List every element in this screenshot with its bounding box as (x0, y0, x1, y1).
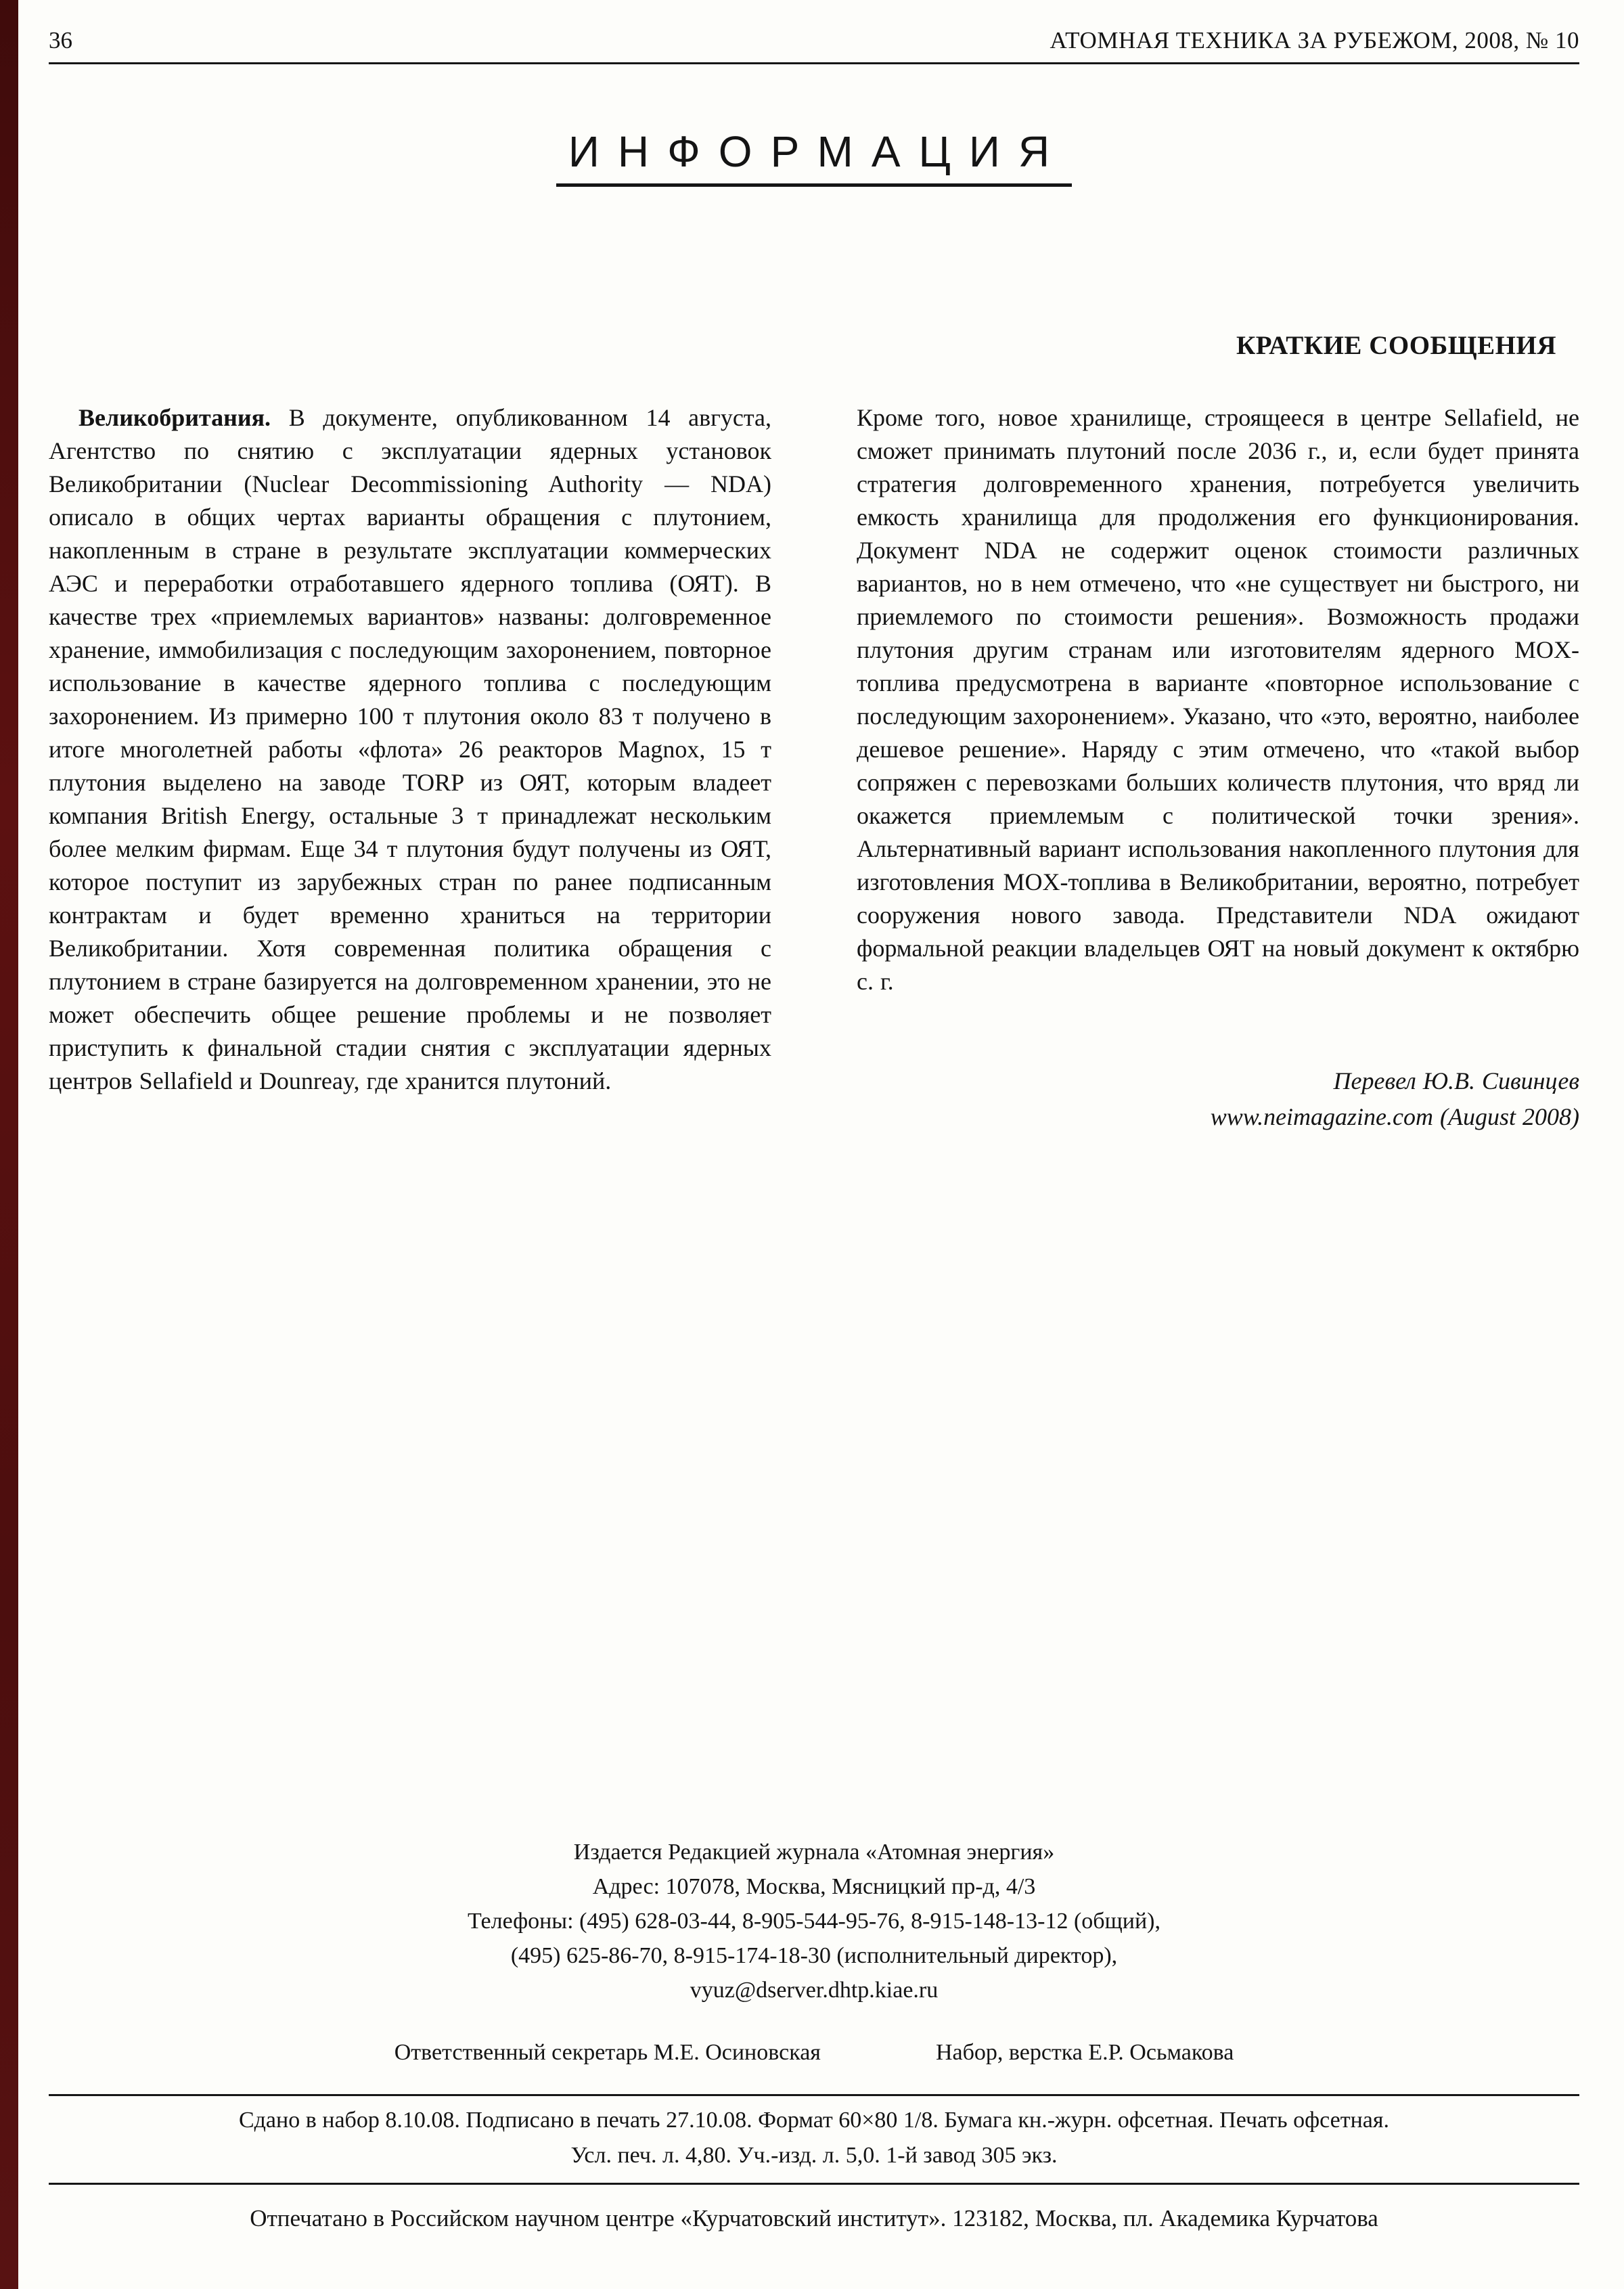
address-line: Адрес: 107078, Москва, Мясницкий пр-д, 4/3 (592, 1874, 1036, 1899)
right-paragraph: Кроме того, новое хранилище, строящееся в центре Sellafield, не сможет принимать плутоний после 2036 г., и, если будет принята стратегия долговременного хранения, потребуется увеличить емкость хранилища для продолжения его функционирования. Документ NDA не содержит оценок стоимости различных вариантов, но в нем отмечено, что «не существует ни быстрого, ни приемлемого по стоимости решения». Возможность продажи плутония другим странам или изготовителям ядерного MOX-топлива предусмотрена в варианте «повторное использование с последующим захоронением». Указано, что «это, вероятно, наиболее дешевое решение». Наряду с этим отмечено, что «такой выбор сопряжен с перевозками больших количеств плутония, что вряд ли окажется приемлемым с политической точки зрения». Альтернативный вариант использования накопленного плутония для изготовления MOX-топлива в Великобритании, вероятно, потребует сооружения нового завода. Представители NDA ожидают формальной реакции владельцев ОЯТ на новый документ к октябрю с. г. (857, 404, 1579, 995)
right-column (857, 401, 1579, 1135)
printed-at-line: Отпечатано в Российском научном центре «Курчатовский институт». 123182, Москва, пл. Академика Курчатова (250, 2205, 1378, 2231)
typesetting-credit: Набор, верстка Е.Р. Осьмакова (935, 2040, 1234, 2065)
email-line: vyuz@dserver.dhtp.kiae.ru (690, 1978, 939, 2003)
article-body (49, 401, 1579, 1831)
scan-edge-artifact (0, 0, 18, 2289)
publisher-line: Издается Редакцией журнала «Атомная энергия» (573, 1840, 1055, 1865)
imprint-rule-top (49, 2094, 1579, 2096)
section-title: ИНФОРМАЦИЯ (556, 127, 1072, 187)
journal-title: АТОМНАЯ ТЕХНИКА ЗА РУБЕЖОМ, 2008, № 10 (1050, 27, 1579, 53)
print-info-line-1: Сдано в набор 8.10.08. Подписано в печать 27.10.08. Формат 60×80 1/8. Бумага кн.-журн. офсетная. Печать офсетная. (238, 2108, 1390, 2133)
imprint-rule-bottom (49, 2183, 1579, 2185)
paragraph-lead: Великобритания. (78, 404, 271, 431)
section-title-wrap (49, 127, 1579, 187)
subsection-title: КРАТКИЕ СООБЩЕНИЯ (1236, 331, 1556, 360)
secretary-credit: Ответственный секретарь М.Е. Осиновская (394, 2040, 821, 2065)
signature-block (857, 1063, 1579, 1135)
print-info-block (49, 2103, 1579, 2173)
phones-line-1: Телефоны: (495) 628-03-44, 8-905-544-95-76, 8-915-148-13-12 (общий), (468, 1909, 1160, 1934)
imprint-center-block (49, 1835, 1579, 2007)
page-header (49, 18, 1579, 55)
staff-line (49, 2040, 1579, 2066)
print-info-line-2: Усл. печ. л. 4,80. Уч.-изд. л. 5,0. 1-й завод 305 экз. (570, 2143, 1058, 2168)
phones-line-2: (495) 625-86-70, 8-915-174-18-30 (исполнительный директор), (510, 1943, 1118, 1968)
left-column (49, 401, 771, 1098)
source-line: www.neimagazine.com (August 2008) (1210, 1103, 1579, 1130)
page-number: 36 (49, 27, 72, 53)
imprint-footer (49, 1835, 1579, 2232)
translator-line: Перевел Ю.В. Сивинцев (1333, 1067, 1579, 1094)
header-rule (49, 62, 1579, 64)
paragraph-text: В документе, опубликованном 14 августа, Агентство по снятию с эксплуатации ядерных установок Великобритании (Nuclear Decommissioning Authority — NDA) описало в общих чертах варианты обращения с плутонием, накопленным в стране в результате эксплуатации коммерческих АЭС и переработки отработавшего ядерного топлива (ОЯТ). В качестве трех «приемлемых вариантов» названы: долговременное хранение, иммобилизация с последующим захоронением, повторное использование в качестве ядерного топлива с последующим захоронением. Из примерно 100 т плутония около 83 т получено в итоге многолетней работы «флота» 26 реакторов Magnox, 15 т плутония выделено на заводе TORP из ОЯТ, которым владеет компания British Energy, остальные 3 т принадлежат нескольким более мелким фирмам. Еще 34 т плутония будут получены из ОЯТ, которое поступит из зарубежных стран по ранее подписанным контрактам и будет временно храниться на территории Великобритании. Хотя современная политика обращения с плутонием в стране базируется на долговременном хранении, это не может обеспечить общее решение проблемы и не позволяет приступить к финальной стадии снятия с эксплуатации ядерных центров Sellafield и Dounreay, где хранится плутоний. (49, 404, 771, 1094)
left-paragraph (49, 401, 771, 1098)
